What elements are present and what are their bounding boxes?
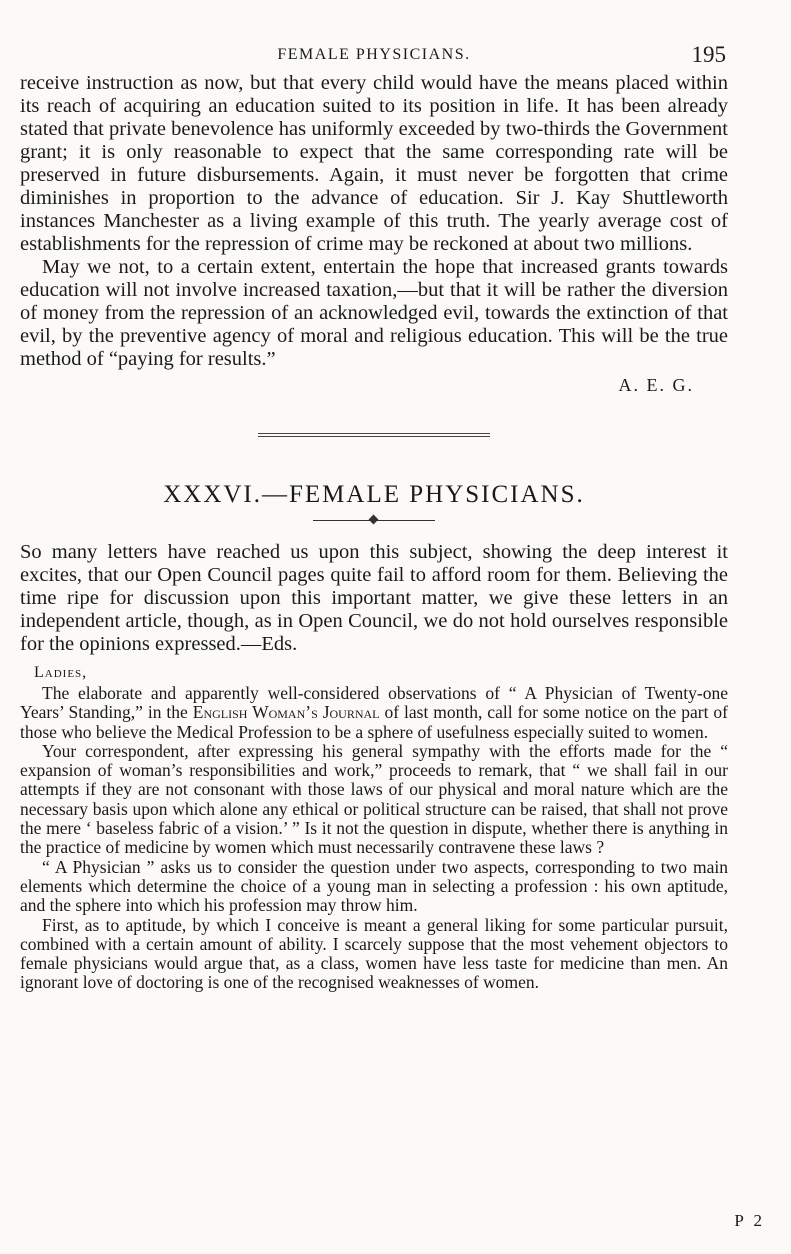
page-number: 195 (691, 42, 726, 67)
letter-paragraph-3: “ A Physician ” asks us to consider the question under two aspects, corresponding to two main elements which determine the choice of a young man in selecting a profession : his own aptitude, and the sphere into which his profession may throw him. (20, 856, 728, 916)
page (20, 42, 728, 993)
continuation-paragraph-1: receive instruction as now, but that every child would have the means placed within its reach of acquiring an education suited to its position in life. It has been already stated that private benevolence has uniformly exceeded by two-thirds the Government grant; it is only reasonable to expect that the same corresponding rate will be preserved in future disbursements. Again, it must never be forgotten that crime diminishes in proportion to the advance of education. Sir J. Kay Shuttleworth instances Manchester as a living example of this truth. The yearly average cost of establishments for the repression of crime may be reckoned at about two millions. (20, 72, 728, 255)
title-ornament (20, 515, 728, 527)
letter-salutation: Ladies, (34, 664, 88, 681)
letter-paragraph-2: Your correspondent, after expressing his general sympathy with the efforts made for the “ expansion of woman’s responsibilities and work,” proceeds to remark, that “ we shall fail in our attempts if they are not consonant with those laws of our physical and moral nature which are the necessary basis upon which alone any ethical or political structure can be raised, that shall not prove the mere ‘ baseless fabric of a vision.’ ” Is it not the question in dispute, whether there is anything in the practice of medicine by women which must necessarily contravene these laws ? (20, 740, 728, 858)
continuation-paragraph-2: May we not, to a certain extent, entertain the hope that increased grants towards education will not involve increased taxation,—but that it will be rather the diversion of money from the repression of an acknowledged evil, towards the extinction of that evil, by the preventive agency of moral and religious education. This will be the true method of “paying for results.” (20, 256, 728, 370)
editorial-note: So many letters have reached us upon this subject, showing the deep interest it excites, that our Open Council pages quite fail to afford room for them. Believing the time ripe for discussion upon this important matter, we give these letters in an independent article, though, as in Open Council, we do not hold ourselves responsible for the opinions expressed.—Eds. (20, 541, 728, 655)
running-head: FEMALE PHYSICIANS. (277, 46, 471, 63)
diamond-ornament-icon (369, 515, 379, 525)
page-header (20, 42, 728, 72)
section-divider (258, 433, 490, 439)
signature-mark: P 2 (734, 1211, 765, 1230)
letter-paragraph-4: First, as to aptitude, by which I conceive is meant a general liking for some particular pursuit, combined with a certain amount of ability. I scarcely suppose that the most vehement objectors to female physicians would argue that, as a class, women have less taste for medicine than men. An ignorant love of doctoring is one of the recognised weaknesses of women. (20, 914, 728, 993)
author-signature: A. E. G. (618, 375, 694, 395)
article-title: XXXVI.—FEMALE PHYSICIANS. (163, 481, 585, 508)
letter-paragraph-1: The elaborate and apparently well-considered observations of “ A Physician of Twenty-one Years’ Standing,” in the English Woman’s Journal of last month, call for some notice on the part of those who believe the Medical Profession to be a sphere of usefulness especially suited to women. (20, 683, 728, 742)
journal-name: English Woman’s Journal (192, 702, 380, 723)
